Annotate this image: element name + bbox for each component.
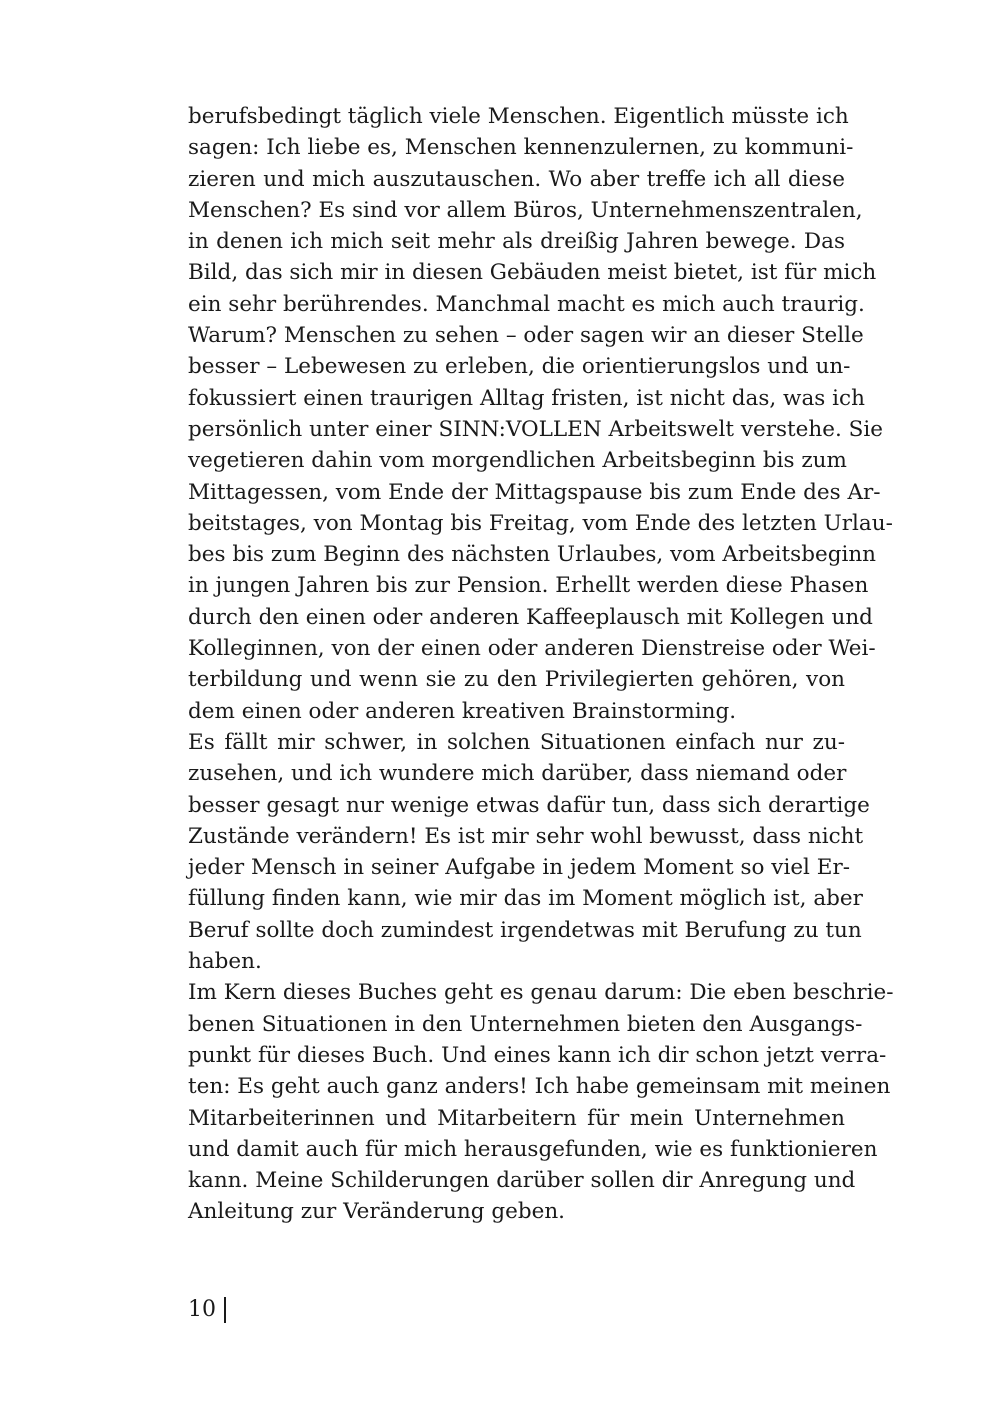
text-line: Warum? Menschen zu sehen – oder sagen wir an dieser Stelle (188, 323, 864, 349)
text-line: Es fällt mir schwer, in solchen Situationen einfach nur zu- (188, 729, 845, 755)
text-line: besser gesagt nur wenige etwas dafür tun, dass sich derartige (188, 792, 870, 818)
text-line: vegetieren dahin vom morgendlichen Arbeitsbeginn bis zum (188, 448, 847, 474)
paragraph (188, 977, 894, 1227)
text-line: Beruf sollte doch zumindest irgendetwas mit Berufung zu tun (188, 917, 862, 943)
text-line: Bild, das sich mir in diesen Gebäuden meist bietet, ist für mich (188, 260, 877, 286)
text-line: zieren und mich auszutauschen. Wo aber treffe ich all diese (188, 166, 845, 192)
paragraph (188, 101, 893, 727)
text-line: fokussiert einen traurigen Alltag fristen, ist nicht das, was ich (188, 385, 865, 411)
page-number: 10 (188, 1297, 216, 1322)
text-line: ein sehr berührendes. Manchmal macht es mich auch traurig. (188, 291, 865, 317)
text-line: und damit auch für mich herausgefunden, wie es funktionieren (188, 1136, 878, 1162)
text-line: Mittagessen, vom Ende der Mittagspause bis zum Ende des Ar- (188, 479, 881, 505)
text-line: persönlich unter einer SINN:VOLLEN Arbeitswelt verstehe. Sie (188, 416, 883, 442)
page-footer (188, 1296, 226, 1324)
text-line: punkt für dieses Buch. Und eines kann ich dir schon jetzt verra- (188, 1042, 887, 1068)
text-line: Menschen? Es sind vor allem Büros, Unternehmenszentralen, (188, 197, 863, 223)
text-line: Anleitung zur Veränderung geben. (188, 1199, 565, 1225)
text-line: sagen: Ich liebe es, Menschen kennenzulernen, zu kommuni- (188, 135, 854, 161)
paragraph (188, 727, 870, 977)
text-line: zusehen, und ich wundere mich darüber, dass niemand oder (188, 761, 847, 787)
text-line: Im Kern dieses Buches geht es genau darum: Die eben beschrie- (188, 980, 894, 1006)
text-line: jeder Mensch in seiner Aufgabe in jedem Moment so viel Er- (188, 855, 850, 881)
text-line: durch den einen oder anderen Kaffeeplausch mit Kollegen und (188, 604, 873, 630)
page-number-divider (224, 1297, 226, 1323)
text-line: Kolleginnen, von der einen oder anderen Dienstreise oder Wei- (188, 636, 876, 662)
text-line: bes bis zum Beginn des nächsten Urlaubes, vom Arbeitsbeginn (188, 542, 877, 568)
text-line: kann. Meine Schilderungen darüber sollen dir Anregung und (188, 1168, 856, 1194)
body-text (188, 101, 894, 1228)
text-line: in jungen Jahren bis zur Pension. Erhellt werden diese Phasen (188, 573, 869, 599)
text-line: benen Situationen in den Unternehmen bieten den Ausgangs- (188, 1011, 863, 1037)
text-line: haben. (188, 949, 262, 975)
text-line: füllung finden kann, wie mir das im Moment möglich ist, aber (188, 886, 863, 912)
text-line: dem einen oder anderen kreativen Brainstorming. (188, 698, 737, 724)
text-line: in denen ich mich seit mehr als dreißig Jahren bewege. Das (188, 229, 845, 255)
text-line: Zustände verändern! Es ist mir sehr wohl bewusst, dass nicht (188, 823, 864, 849)
text-line: ten: Es geht auch ganz anders! Ich habe gemeinsam mit meinen (188, 1074, 891, 1100)
text-line: beitstages, von Montag bis Freitag, vom Ende des letzten Urlau- (188, 510, 893, 536)
text-line: berufsbedingt täglich viele Menschen. Eigentlich müsste ich (188, 104, 849, 129)
text-line: besser – Lebewesen zu erleben, die orientierungslos und un- (188, 354, 851, 380)
text-line: Mitarbeiterinnen und Mitarbeitern für mein Unternehmen (188, 1105, 845, 1131)
text-line: terbildung und wenn sie zu den Privilegierten gehören, von (188, 667, 845, 693)
